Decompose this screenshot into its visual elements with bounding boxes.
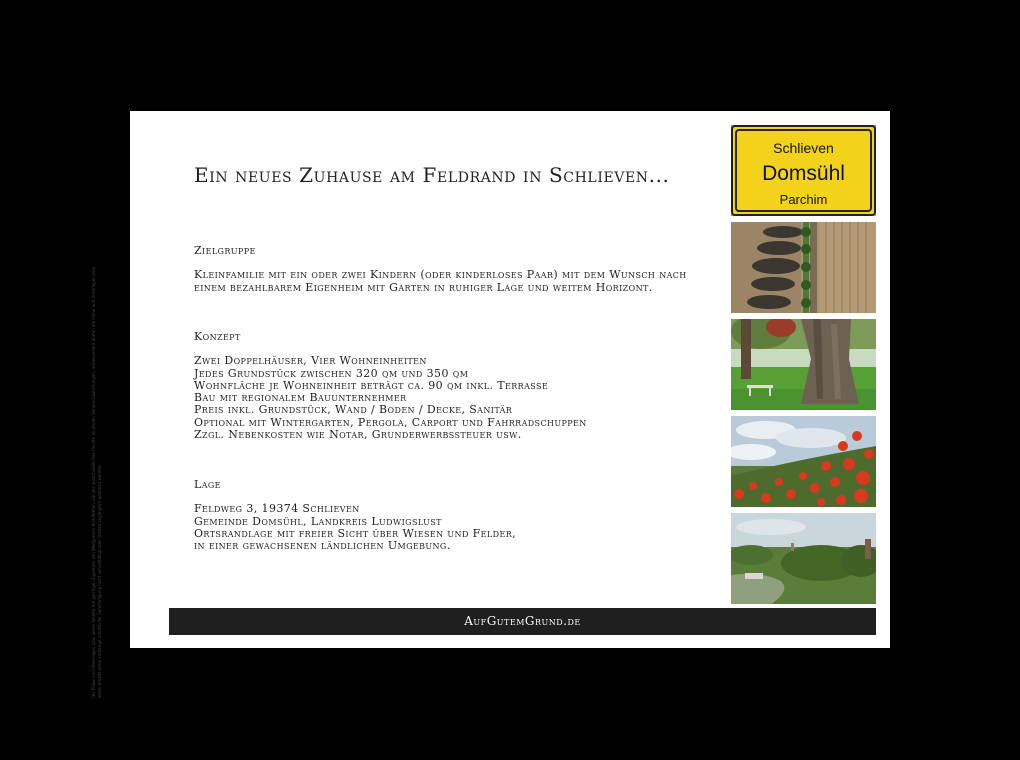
text-line: Gemeinde Domsühl, Landkreis Ludwigslust	[194, 514, 442, 528]
park-tree-photo	[731, 319, 876, 410]
text-line: Kleinfamilie mit ein oder zwei Kindern (oder kinderloses Paar) mit dem Wunsch nach	[194, 268, 687, 282]
footer-website[interactable]: AufGutemGrund.de	[464, 614, 581, 628]
text-line: einem bezahlbarem Eigenheim mit Garten in ruhiger Lage und weitem Horizont.	[194, 280, 653, 294]
town-sign-photo	[731, 125, 876, 216]
section-heading: Lage	[194, 478, 221, 491]
section-heading: Zielgruppe	[194, 244, 256, 257]
text-line: in einer gewachsenen ländlichen Umgebung.	[194, 539, 451, 553]
sign-line-2: Domsühl	[762, 162, 845, 185]
sign-line-1: Schlieven	[773, 140, 834, 156]
text-line: Optional mit Wintergarten, Pergola, Carport und Fahrradschuppen	[194, 415, 587, 429]
document-page	[91, 111, 890, 698]
text-line: Jedes Grundstück zwischen 320 qm und 350 qm	[194, 366, 469, 380]
section-konzept	[194, 331, 714, 441]
page-title: Ein neues Zuhause am Feldrand in Schlieven...	[194, 163, 670, 187]
text-line: Feldweg 3, 19374 Schlieven	[194, 502, 360, 516]
sign-line-3: Parchim	[779, 192, 828, 207]
section-zielgruppe	[194, 245, 714, 294]
footer-bar	[169, 608, 876, 635]
section-lage	[194, 479, 714, 552]
field-aerial-photo	[731, 222, 876, 313]
text-line: Bau mit regionalem Bauunternehmer	[194, 391, 407, 405]
text-line: Preis inkl. Grundstück, Wand / Boden / Decke, Sanitär	[194, 403, 513, 417]
text-line: Wohnfläche je Wohneinheit beträgt ca. 90 qm inkl. Terrasse	[194, 378, 549, 392]
section-heading: Konzept	[194, 330, 241, 343]
text-line: Zzgl. Nebenkosten wie Notar, Grunderwerbssteuer usw.	[194, 428, 522, 442]
copyright-note: Die Pläne und Unterlagen bzw. deren Inhalte mit geistigen Eigentum von Wolfgramm Architekten, die alle ausschließlichen Rechte an diesen Veranschaulichungen, insbesondere dürfen die Pläne und Unterlagen bzw. deren Inhalte ohne vorherige schriftliche Genehmigung nicht vervielfältigt oder Dritten zugänglich gemacht werden.	[91, 266, 102, 698]
river-landscape-photo	[731, 513, 876, 604]
photo-column	[731, 125, 877, 604]
text-line: Zwei Doppelhäuser, Vier Wohneinheiten	[194, 354, 427, 368]
text-line: Ortsrandlage mit freier Sicht über Wiesen und Felder,	[194, 526, 517, 540]
poppies-photo	[731, 416, 876, 507]
